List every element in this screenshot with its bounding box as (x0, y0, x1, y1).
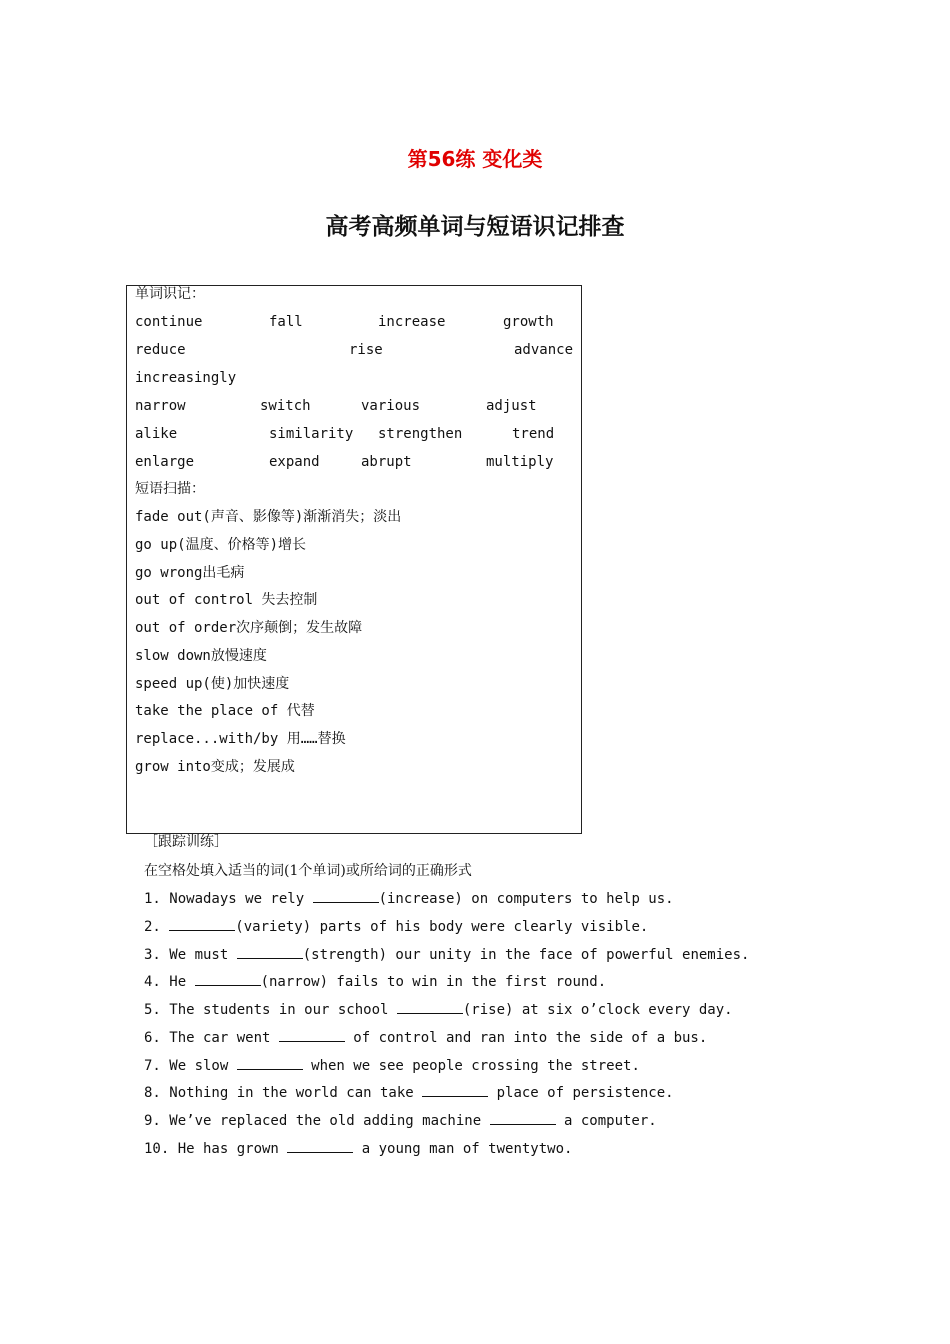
phrases-heading: 短语扫描： (135, 481, 205, 497)
word: continue (135, 314, 203, 330)
word: reduce (135, 342, 186, 358)
answer-blank[interactable] (313, 890, 379, 903)
exercise-item: 2. (variety) parts of his body were clearly visible. (144, 919, 649, 935)
word: trend (512, 426, 555, 442)
word: similarity (269, 426, 354, 442)
exercise-item: 6. The car went of control and ran into the side of a bus. (144, 1030, 708, 1046)
section-title: 高考高频单词与短语识记排查 (325, 214, 625, 240)
phrase-item: slow down放慢速度 (135, 648, 267, 664)
word: enlarge (135, 454, 195, 470)
answer-blank[interactable] (169, 918, 235, 931)
phrase-item: go wrong出毛病 (135, 565, 245, 581)
exercise-item: 7. We slow when we see people crossing the street. (144, 1058, 640, 1074)
answer-blank[interactable] (279, 1029, 345, 1042)
exercise-item: 10. He has grown a young man of twentytwo. (144, 1141, 573, 1157)
word: various (361, 398, 421, 414)
word: fall (269, 314, 303, 330)
word: multiply (486, 454, 554, 470)
answer-blank[interactable] (287, 1140, 353, 1153)
phrase-item: grow into变成；发展成 (135, 759, 295, 775)
phrase-item: take the place of 代替 (135, 703, 315, 719)
exercise-item: 4. He (narrow) fails to win in the first round. (144, 974, 607, 990)
answer-blank[interactable] (237, 1057, 303, 1070)
word: increase (378, 314, 446, 330)
answer-blank[interactable] (490, 1112, 556, 1125)
exercise-item: 3. We must (strength) our unity in the face of powerful enemies. (144, 947, 750, 963)
words-heading: 单词识记： (135, 286, 205, 302)
word: expand (269, 454, 320, 470)
answer-blank[interactable] (397, 1001, 463, 1014)
word: abrupt (361, 454, 412, 470)
word: alike (135, 426, 178, 442)
word: growth (503, 314, 554, 330)
practice-instruction: 在空格处填入适当的词(1个单词)或所给词的正确形式 (144, 863, 472, 879)
phrase-item: speed up(使)加快速度 (135, 676, 290, 692)
word: increasingly (135, 370, 237, 386)
phrase-item: replace...with/by 用……替换 (135, 731, 346, 747)
phrase-item: out of order次序颠倒；发生故障 (135, 620, 363, 636)
exercise-item: 5. The students in our school (rise) at six o’clock every day. (144, 1002, 733, 1018)
answer-blank[interactable] (237, 946, 303, 959)
exercise-item: 8. Nothing in the world can take place of persistence. (144, 1085, 674, 1101)
word: strengthen (378, 426, 463, 442)
word: switch (260, 398, 311, 414)
phrase-item: fade out(声音、影像等)渐渐消失；淡出 (135, 509, 402, 525)
answer-blank[interactable] (422, 1084, 488, 1097)
word: adjust (486, 398, 537, 414)
practice-heading: ［跟踪训练］ (144, 834, 228, 850)
word: rise (349, 342, 383, 358)
exercise-title: 第56练 变化类 (407, 147, 543, 171)
word: advance (514, 342, 574, 358)
phrase-item: go up(温度、价格等)增长 (135, 537, 307, 553)
exercise-item: 1. Nowadays we rely (increase) on computers to help us. (144, 891, 674, 907)
phrase-item: out of control 失去控制 (135, 592, 318, 608)
answer-blank[interactable] (195, 973, 261, 986)
word: narrow (135, 398, 186, 414)
exercise-item: 9. We’ve replaced the old adding machine a computer. (144, 1113, 657, 1129)
